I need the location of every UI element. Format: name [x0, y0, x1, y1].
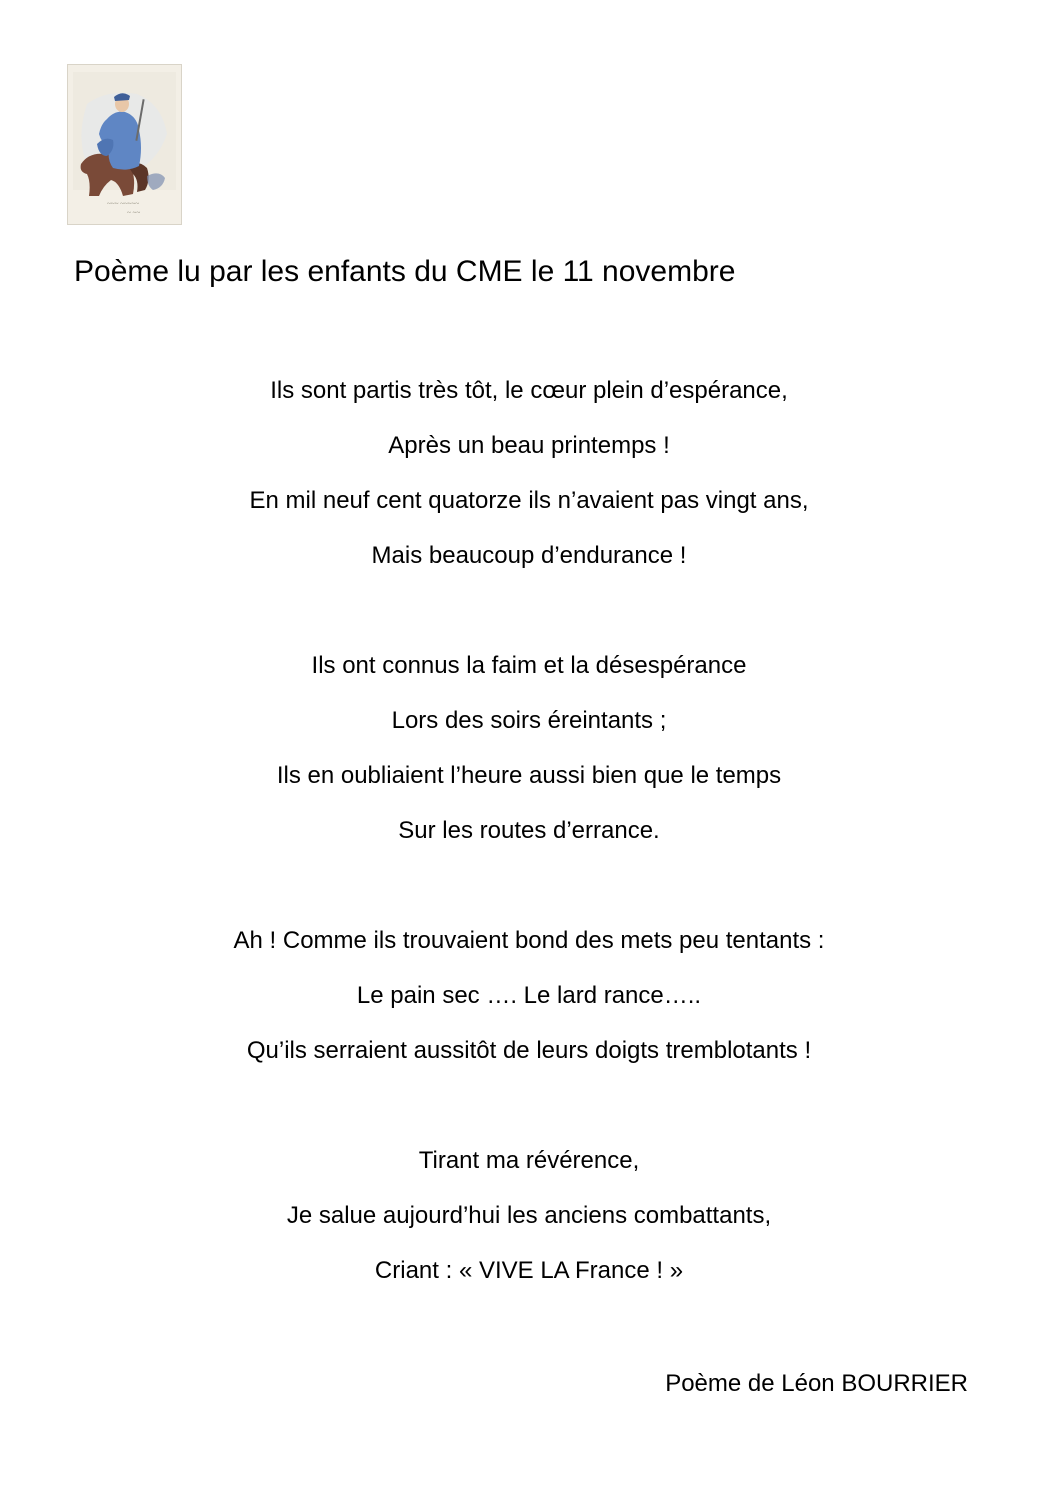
- verse-line: Je salue aujourd’hui les anciens combattants,: [286, 1202, 772, 1229]
- soldier-illustration: [67, 64, 182, 225]
- poem: [0, 363, 1058, 1298]
- svg-text:~ ~~: ~ ~~: [127, 209, 141, 217]
- verse-line: Ah ! Comme ils trouvaient bond des mets peu tentants :: [233, 927, 825, 954]
- stanza-3: [0, 913, 1058, 1078]
- verse-line: Tirant ma révérence,: [418, 1147, 640, 1174]
- verse-line: Sur les routes d’errance.: [398, 817, 660, 844]
- verse-line: Ils ont connus la faim et la désespérance: [311, 652, 747, 679]
- verse-line: Criant : « VIVE LA France ! »: [374, 1257, 684, 1284]
- verse-line: Qu’ils serraient aussitôt de leurs doigts tremblotants !: [246, 1037, 812, 1064]
- stanza-1: [0, 363, 1058, 583]
- svg-text:~~~ ~~~~~: ~~~ ~~~~~: [107, 200, 140, 208]
- verse-line: Ils sont partis très tôt, le cœur plein d’espérance,: [270, 377, 788, 404]
- document-title: Poème lu par les enfants du CME le 11 novembre: [74, 255, 736, 288]
- verse-line: Après un beau printemps !: [388, 432, 670, 459]
- stanza-4: [0, 1133, 1058, 1298]
- stanza-2: [0, 638, 1058, 858]
- verse-line: Mais beaucoup d’endurance !: [371, 542, 687, 569]
- verse-line: Ils en oubliaient l’heure aussi bien que le temps: [276, 762, 782, 789]
- verse-line: Le pain sec …. Le lard rance…..: [356, 982, 702, 1009]
- verse-line: En mil neuf cent quatorze ils n’avaient pas vingt ans,: [249, 487, 809, 514]
- poem-signature: Poème de Léon BOURRIER: [665, 1370, 968, 1397]
- verse-line: Lors des soirs éreintants ;: [391, 707, 667, 734]
